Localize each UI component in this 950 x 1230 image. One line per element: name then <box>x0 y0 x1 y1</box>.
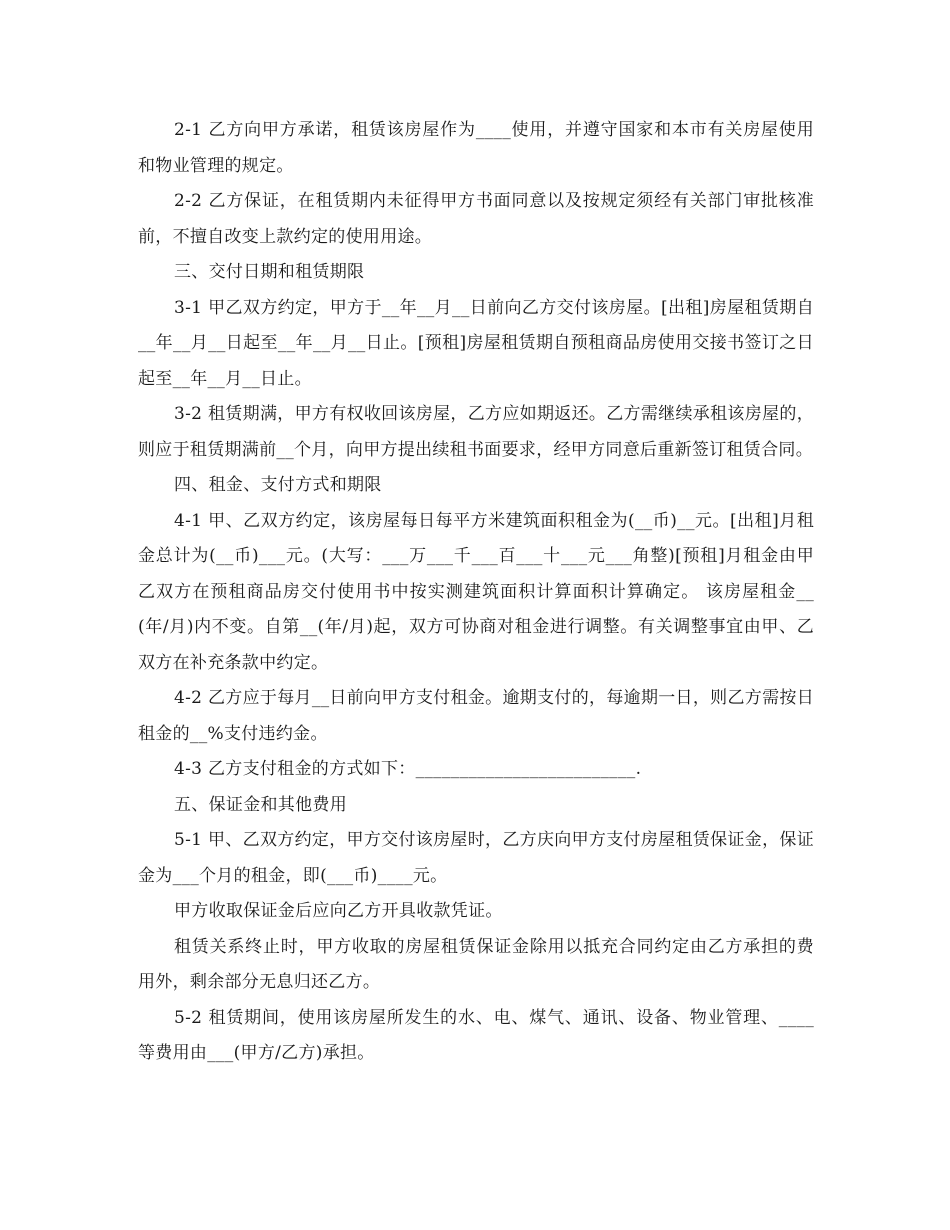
clause-4-3: 4-3 乙方支付租金的方式如下：_________________________. <box>174 759 642 779</box>
clause-4-2: 4-2 乙方应于每月__日前向甲方支付租金。逾期支付的，每逾期一日，则乙方需按日租金的__%支付违约金。 <box>138 688 814 744</box>
clause-2-1: 2-1 乙方向甲方承诺，租赁该房屋作为____使用，并遵守国家和本市有关房屋使用和物业管理的规定。 <box>138 120 814 176</box>
section-heading-4: 四、租金、支付方式和期限 <box>174 475 382 495</box>
section-heading-5: 五、保证金和其他费用 <box>174 794 347 815</box>
clause-4-1: 4-1 甲、乙双方约定，该房屋每日每平方米建筑面积租金为(__币)__元。[出租]月租金总计为(__币)___元。(大写：___万___千___百___十___元___角整)[预租]月租金由甲乙双方在预租商品房交付使用书中按实测建筑面积计算面积计算确定。 该房屋租金__(年/月)内不变。自第__(年/月)起，双方可协商对租金进行调整。有关调整事宜由甲、乙双方在补充条款中约定。 <box>138 510 814 673</box>
clause-5-1: 5-1 甲、乙双方约定，甲方交付该房屋时，乙方庆向甲方支付房屋租赁保证金，保证金为___个月的租金，即(___币)____元。 <box>138 830 814 886</box>
document-body <box>138 113 814 1072</box>
clause-3-2: 3-2 租赁期满，甲方有权收回该房屋，乙方应如期返还。乙方需继续承租该房屋的，则应于租赁期满前__个月，向甲方提出续租书面要求，经甲方同意后重新签订租赁合同。 <box>138 404 814 460</box>
section-heading-3: 三、交付日期和租赁期限 <box>174 262 365 282</box>
clause-5-1-receipt: 甲方收取保证金后应向乙方开具收款凭证。 <box>174 901 503 921</box>
clause-5-2: 5-2 租赁期间，使用该房屋所发生的水、电、煤气、通讯、设备、物业管理、____等费用由___(甲方/乙方)承担。 <box>138 1007 814 1063</box>
clause-3-1: 3-1 甲乙双方约定，甲方于__年__月__日前向乙方交付该房屋。[出租]房屋租赁期自__年__月__日起至__年__月__日止。[预租]房屋租赁期自预租商品房使用交接书签订之日起至__年__月__日止。 <box>138 297 814 389</box>
clause-5-1-termination: 租赁关系终止时，甲方收取的房屋租赁保证金除用以抵充合同约定由乙方承担的费用外，剩余部分无息归还乙方。 <box>138 936 814 992</box>
clause-2-2: 2-2 乙方保证，在租赁期内未征得甲方书面同意以及按规定须经有关部门审批核准前，不擅自改变上款约定的使用用途。 <box>138 191 814 247</box>
